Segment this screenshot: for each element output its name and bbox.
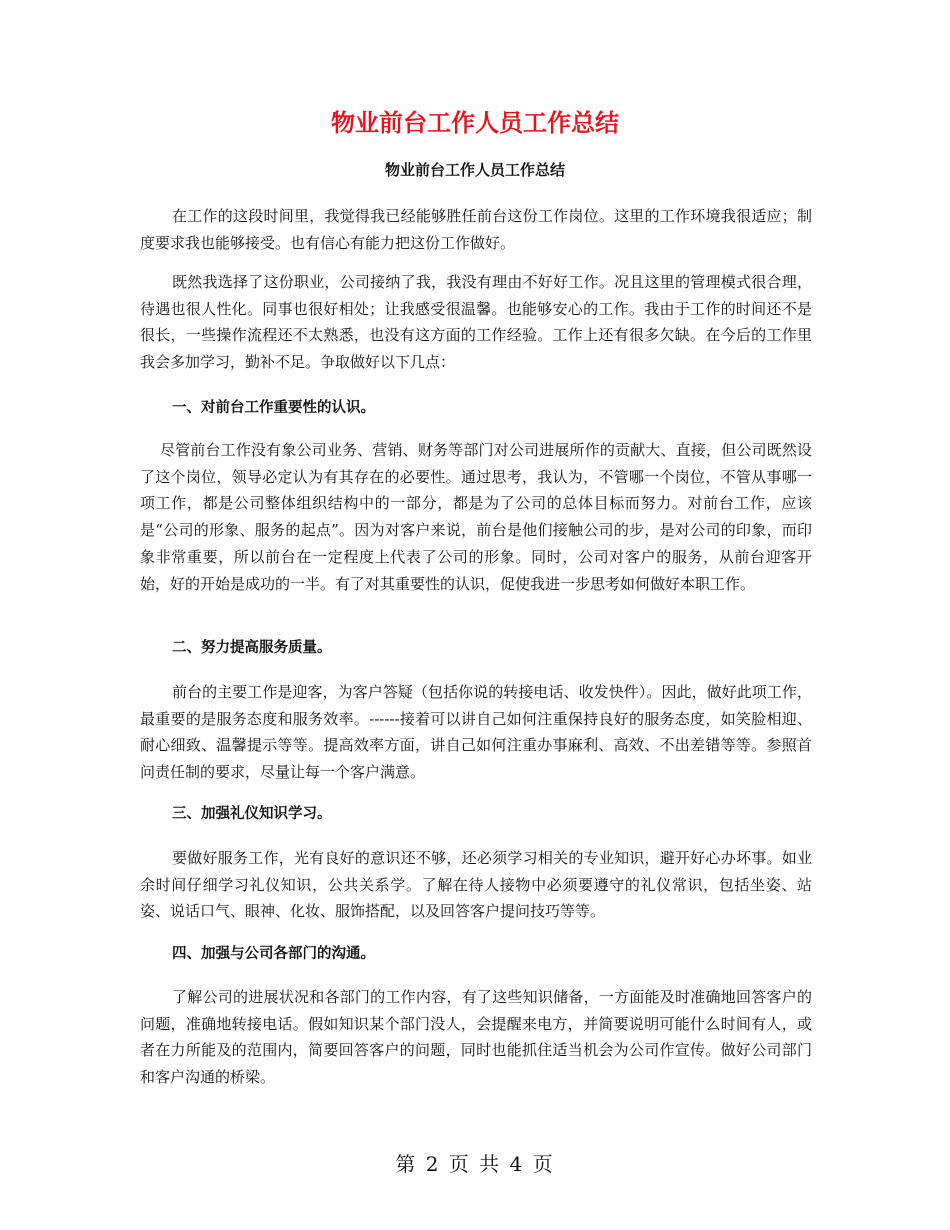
document-subtitle: 物业前台工作人员工作总结 — [384, 161, 565, 179]
section-heading-4: 四、加强与公司各部门的沟通。 — [172, 946, 375, 962]
section-heading-1: 一、对前台工作重要性的认识。 — [172, 400, 375, 416]
section-body-3: 要做好服务工作，光有良好的意识还不够，还必须学习相关的专业知识，避开好心办坏事。如业余时间仔细学习礼仪知识，公共关系学。了解在待人接物中必须要遵守的礼仪常识，包括坐姿、站姿、说话口气、眼神、化妆、服饰搭配，以及回答客户提问技巧等等。 — [140, 849, 812, 921]
section-body-1: 尽管前台工作没有象公司业务、营销、财务等部门对公司进展所作的贡献大、直接，但公司既然设了这个岗位，领导必定认为有其存在的必要性。通过思考，我认为，不管哪一个岗位，不管从事哪一项工作，都是公司整体组织结构中的一部分，都是为了公司的总体目标而努力。对前台工作，应该是“公司的形象、服务的起点”。因为对客户来说，前台是他们接触公司的步，是对公司的印象，而印象非常重要，所以前台在一定程度上代表了公司的形象。同时，公司对客户的服务，从前台迎客开始，好的开始是成功的一半。有了对其重要性的认识，促使我进一步思考如何做好本职工作。 — [140, 441, 812, 593]
section-body-4: 了解公司的进展状况和各部门的工作内容，有了这些知识储备，一方面能及时准确地回答客户的问题，准确地转接电话。假如知识某个部门没人，会提醒来电方，并简要说明可能什么时间有人，或者在力所能及的范围内，简要回答客户的问题，同时也能抓住适当机会为公司作宣传。做好公司部门和客户沟通的桥梁。 — [140, 988, 812, 1087]
document-title: 物业前台工作人员工作总结 — [331, 109, 619, 137]
intro-paragraph-1: 在工作的这段时间里，我觉得我已经能够胜任前台这份工作岗位。这里的工作环境我很适应；制度要求我也能够接受。也有信心有能力把这份工作做好。 — [140, 207, 812, 252]
intro-paragraph-2: 既然我选择了这份职业，公司接纳了我，我没有理由不好好工作。况且这里的管理模式很合理，待遇也很人性化。同事也很好相处；让我感受很温馨。也能够安心的工作。我由于工作的时间还不是很长，一些操作流程还不太熟悉，也没有这方面的工作经验。工作上还有很多欠缺。在今后的工作里我会多加学习，勤补不足。争取做好以下几点： — [140, 273, 812, 372]
section-heading-3: 三、加强礼仪知识学习。 — [172, 806, 332, 822]
section-body-2: 前台的主要工作是迎客，为客户答疑（包括你说的转接电话、收发快件）。因此，做好此项工作，最重要的是服务态度和服务效率。------接着可以讲自己如何注重保持良好的服务态度，如笑脸相迎、耐心细致、温馨提示等等。提高效率方面，讲自己如何注重办事麻利、高效、不出差错等等。参照首问责任制的要求，尽量让每一个客户满意。 — [140, 683, 812, 782]
page-indicator: 第 2 页 共 4 页 — [395, 1152, 555, 1176]
section-heading-2: 二、努力提高服务质量。 — [172, 640, 332, 656]
